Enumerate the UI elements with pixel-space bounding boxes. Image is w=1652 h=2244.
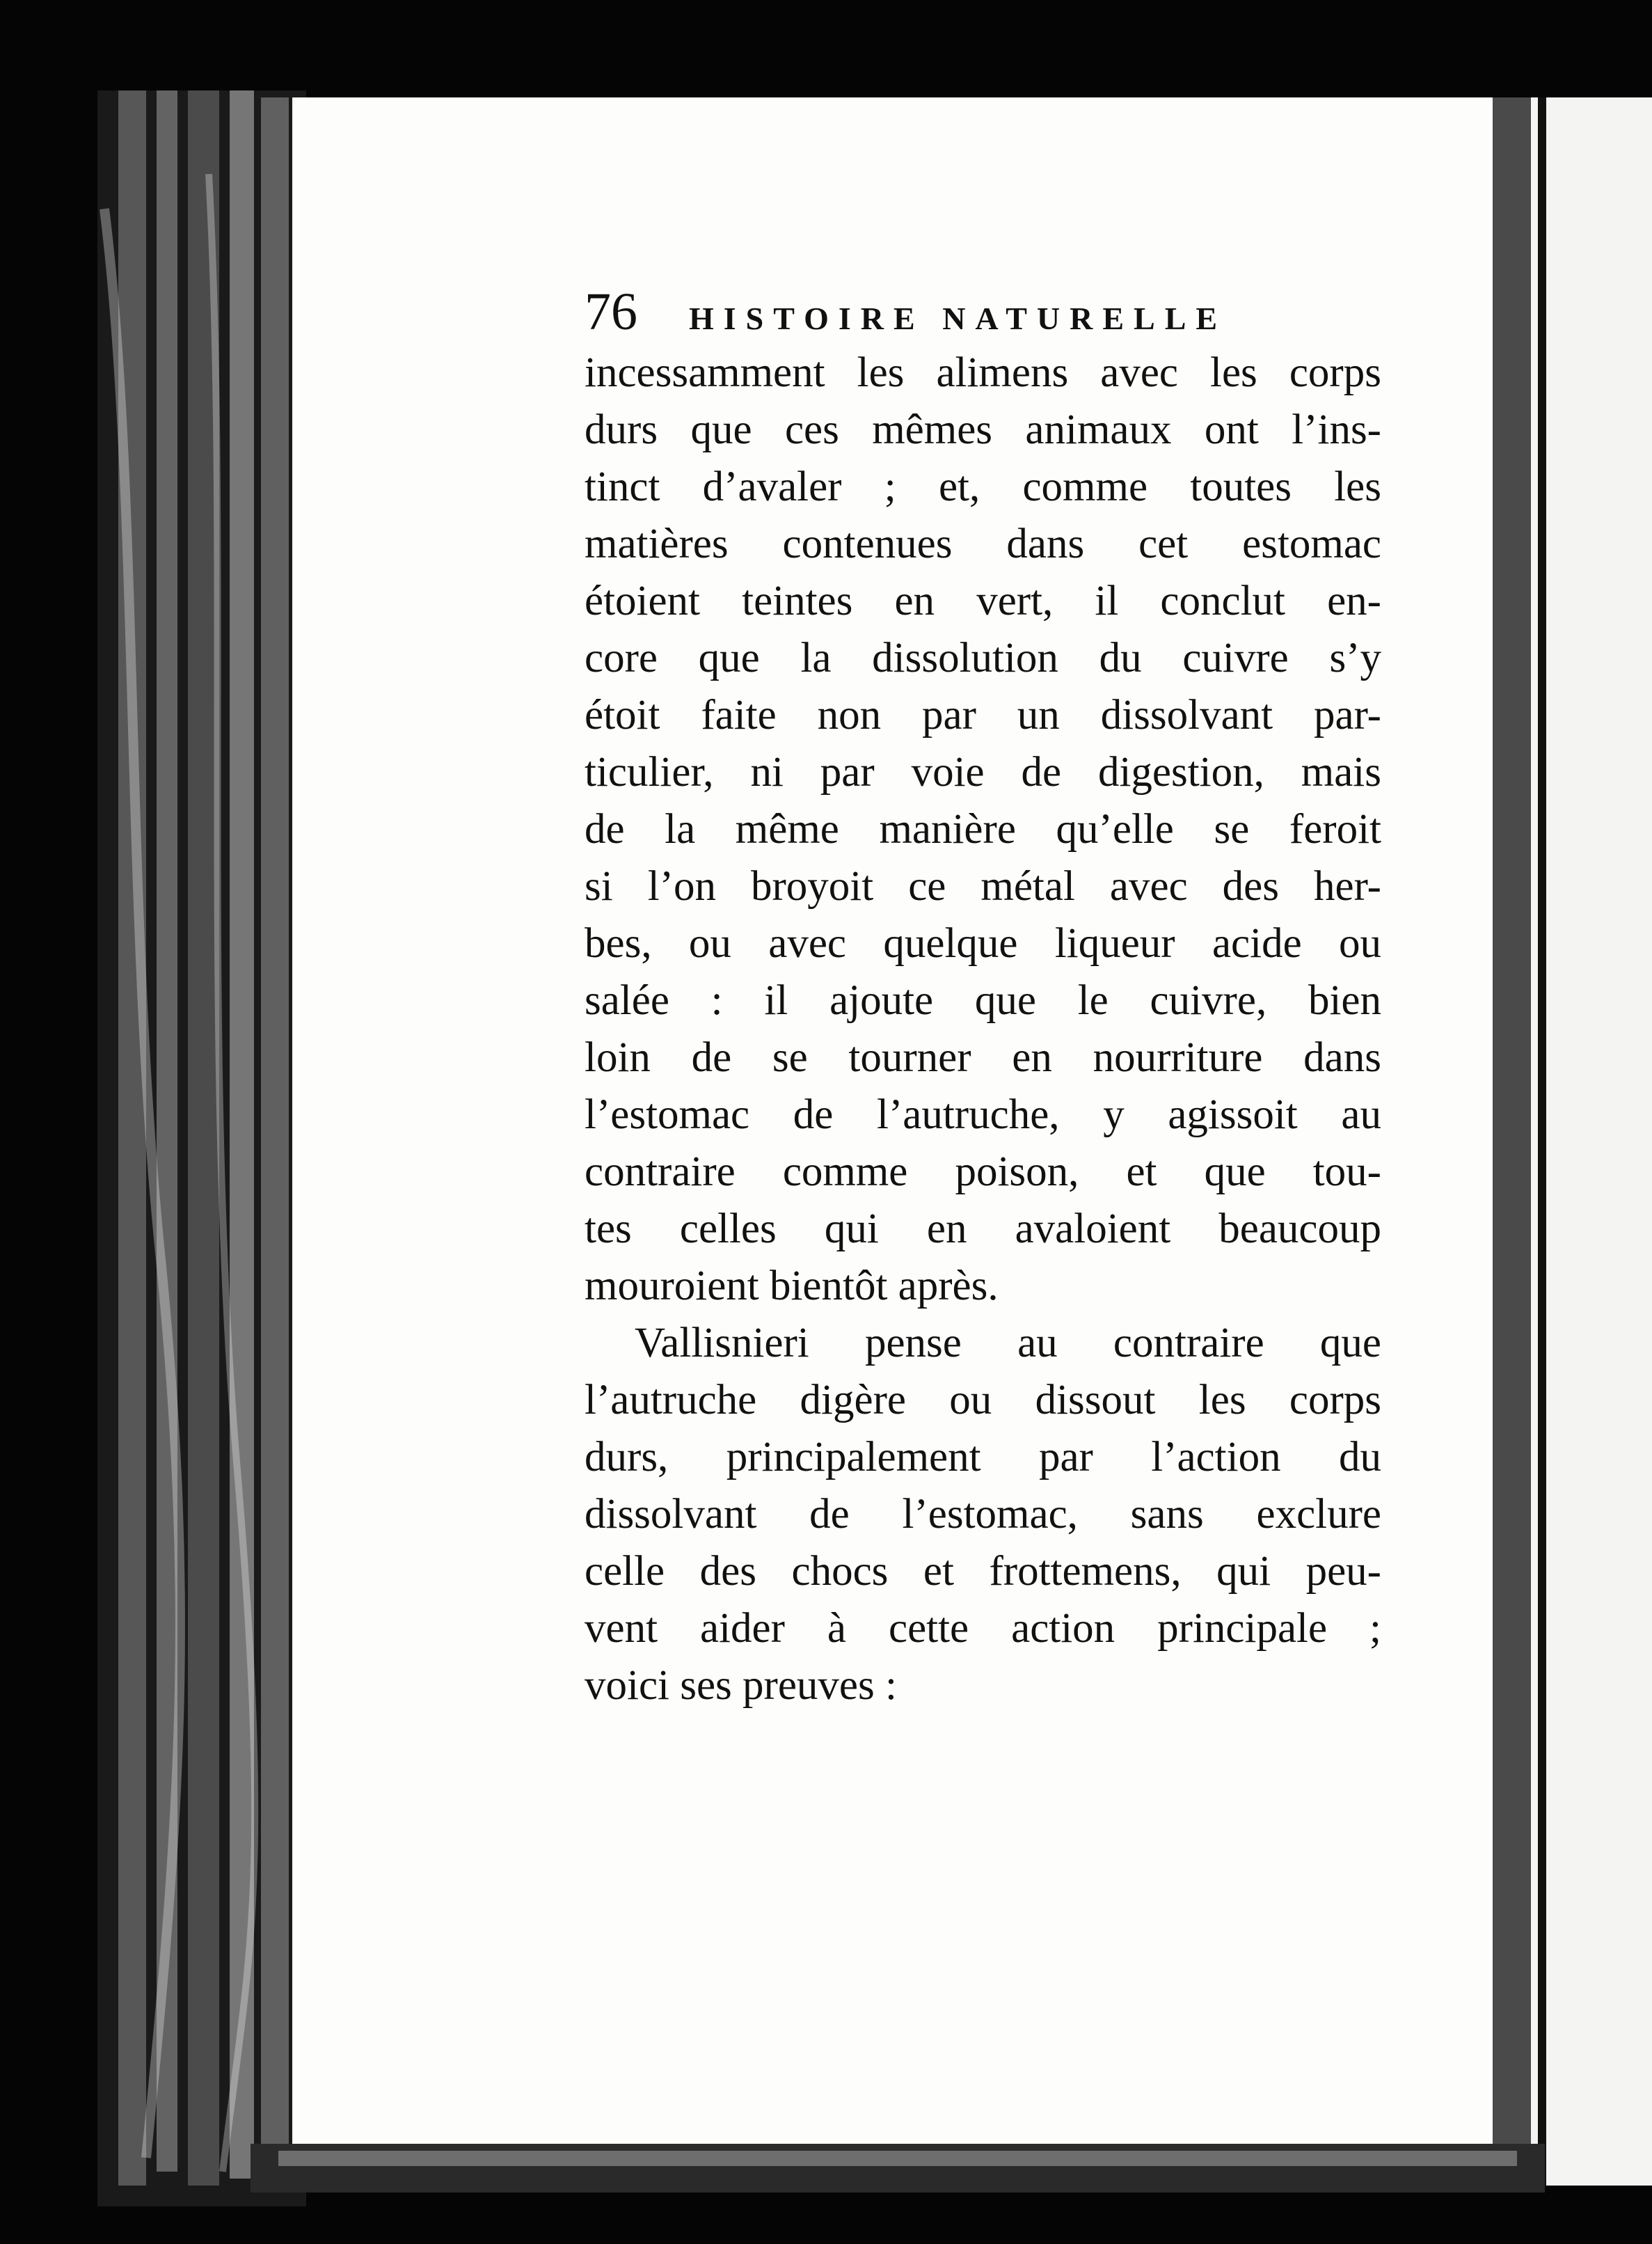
text-line: tinct d’avaler ; et, comme toutes les <box>585 464 1381 510</box>
running-head <box>585 282 1381 345</box>
text-line: mouroient bientôt après. <box>585 1263 999 1309</box>
text-line: incessamment les alimens avec les corps <box>585 349 1381 396</box>
text-line: contraire comme poison, et que tou- <box>585 1148 1381 1195</box>
running-title: HISTOIRE NATURELLE <box>689 301 1228 336</box>
text-line: durs, principalement par l’action du <box>585 1434 1381 1480</box>
text-line: étoit faite non par un dissolvant par- <box>585 692 1381 738</box>
text-line: tes celles qui en avaloient beaucoup <box>585 1206 1381 1252</box>
text-line: salée : il ajoute que le cuivre, bien <box>585 977 1381 1024</box>
text-line: voici ses preuves : <box>585 1662 897 1709</box>
text-line: Vallisnieri pense au contraire que <box>635 1320 1381 1366</box>
text-line: étoient teintes en vert, il conclut en- <box>585 578 1381 624</box>
text-line: si l’on broyoit ce métal avec des her- <box>585 863 1381 910</box>
text-line: l’autruche digère ou dissout les corps <box>585 1377 1381 1423</box>
text-line: matières contenues dans cet estomac <box>585 521 1381 567</box>
text-line: ticulier, ni par voie de digestion, mais <box>585 749 1381 796</box>
text-line: loin de se tourner en nourriture dans <box>585 1034 1381 1081</box>
text-line: vent aider à cette action principale ; <box>585 1605 1381 1652</box>
text-line: dissolvant de l’estomac, sans exclure <box>585 1491 1381 1538</box>
text-line: bes, ou avec quelque liqueur acide ou <box>585 920 1381 967</box>
left-page-edges <box>97 66 306 2206</box>
text-line: core que la dissolution du cuivre s’y <box>585 635 1381 681</box>
text-line: de la même manière qu’elle se feroit <box>585 806 1381 853</box>
text-line: celle des chocs et frottemens, qui peu- <box>585 1548 1381 1595</box>
text-line: l’estomac de l’autruche, y agissoit au <box>585 1091 1381 1138</box>
page-text-block <box>585 282 1381 1714</box>
text-line: durs que ces mêmes animaux ont l’ins- <box>585 406 1381 453</box>
page-number: 76 <box>585 283 637 341</box>
